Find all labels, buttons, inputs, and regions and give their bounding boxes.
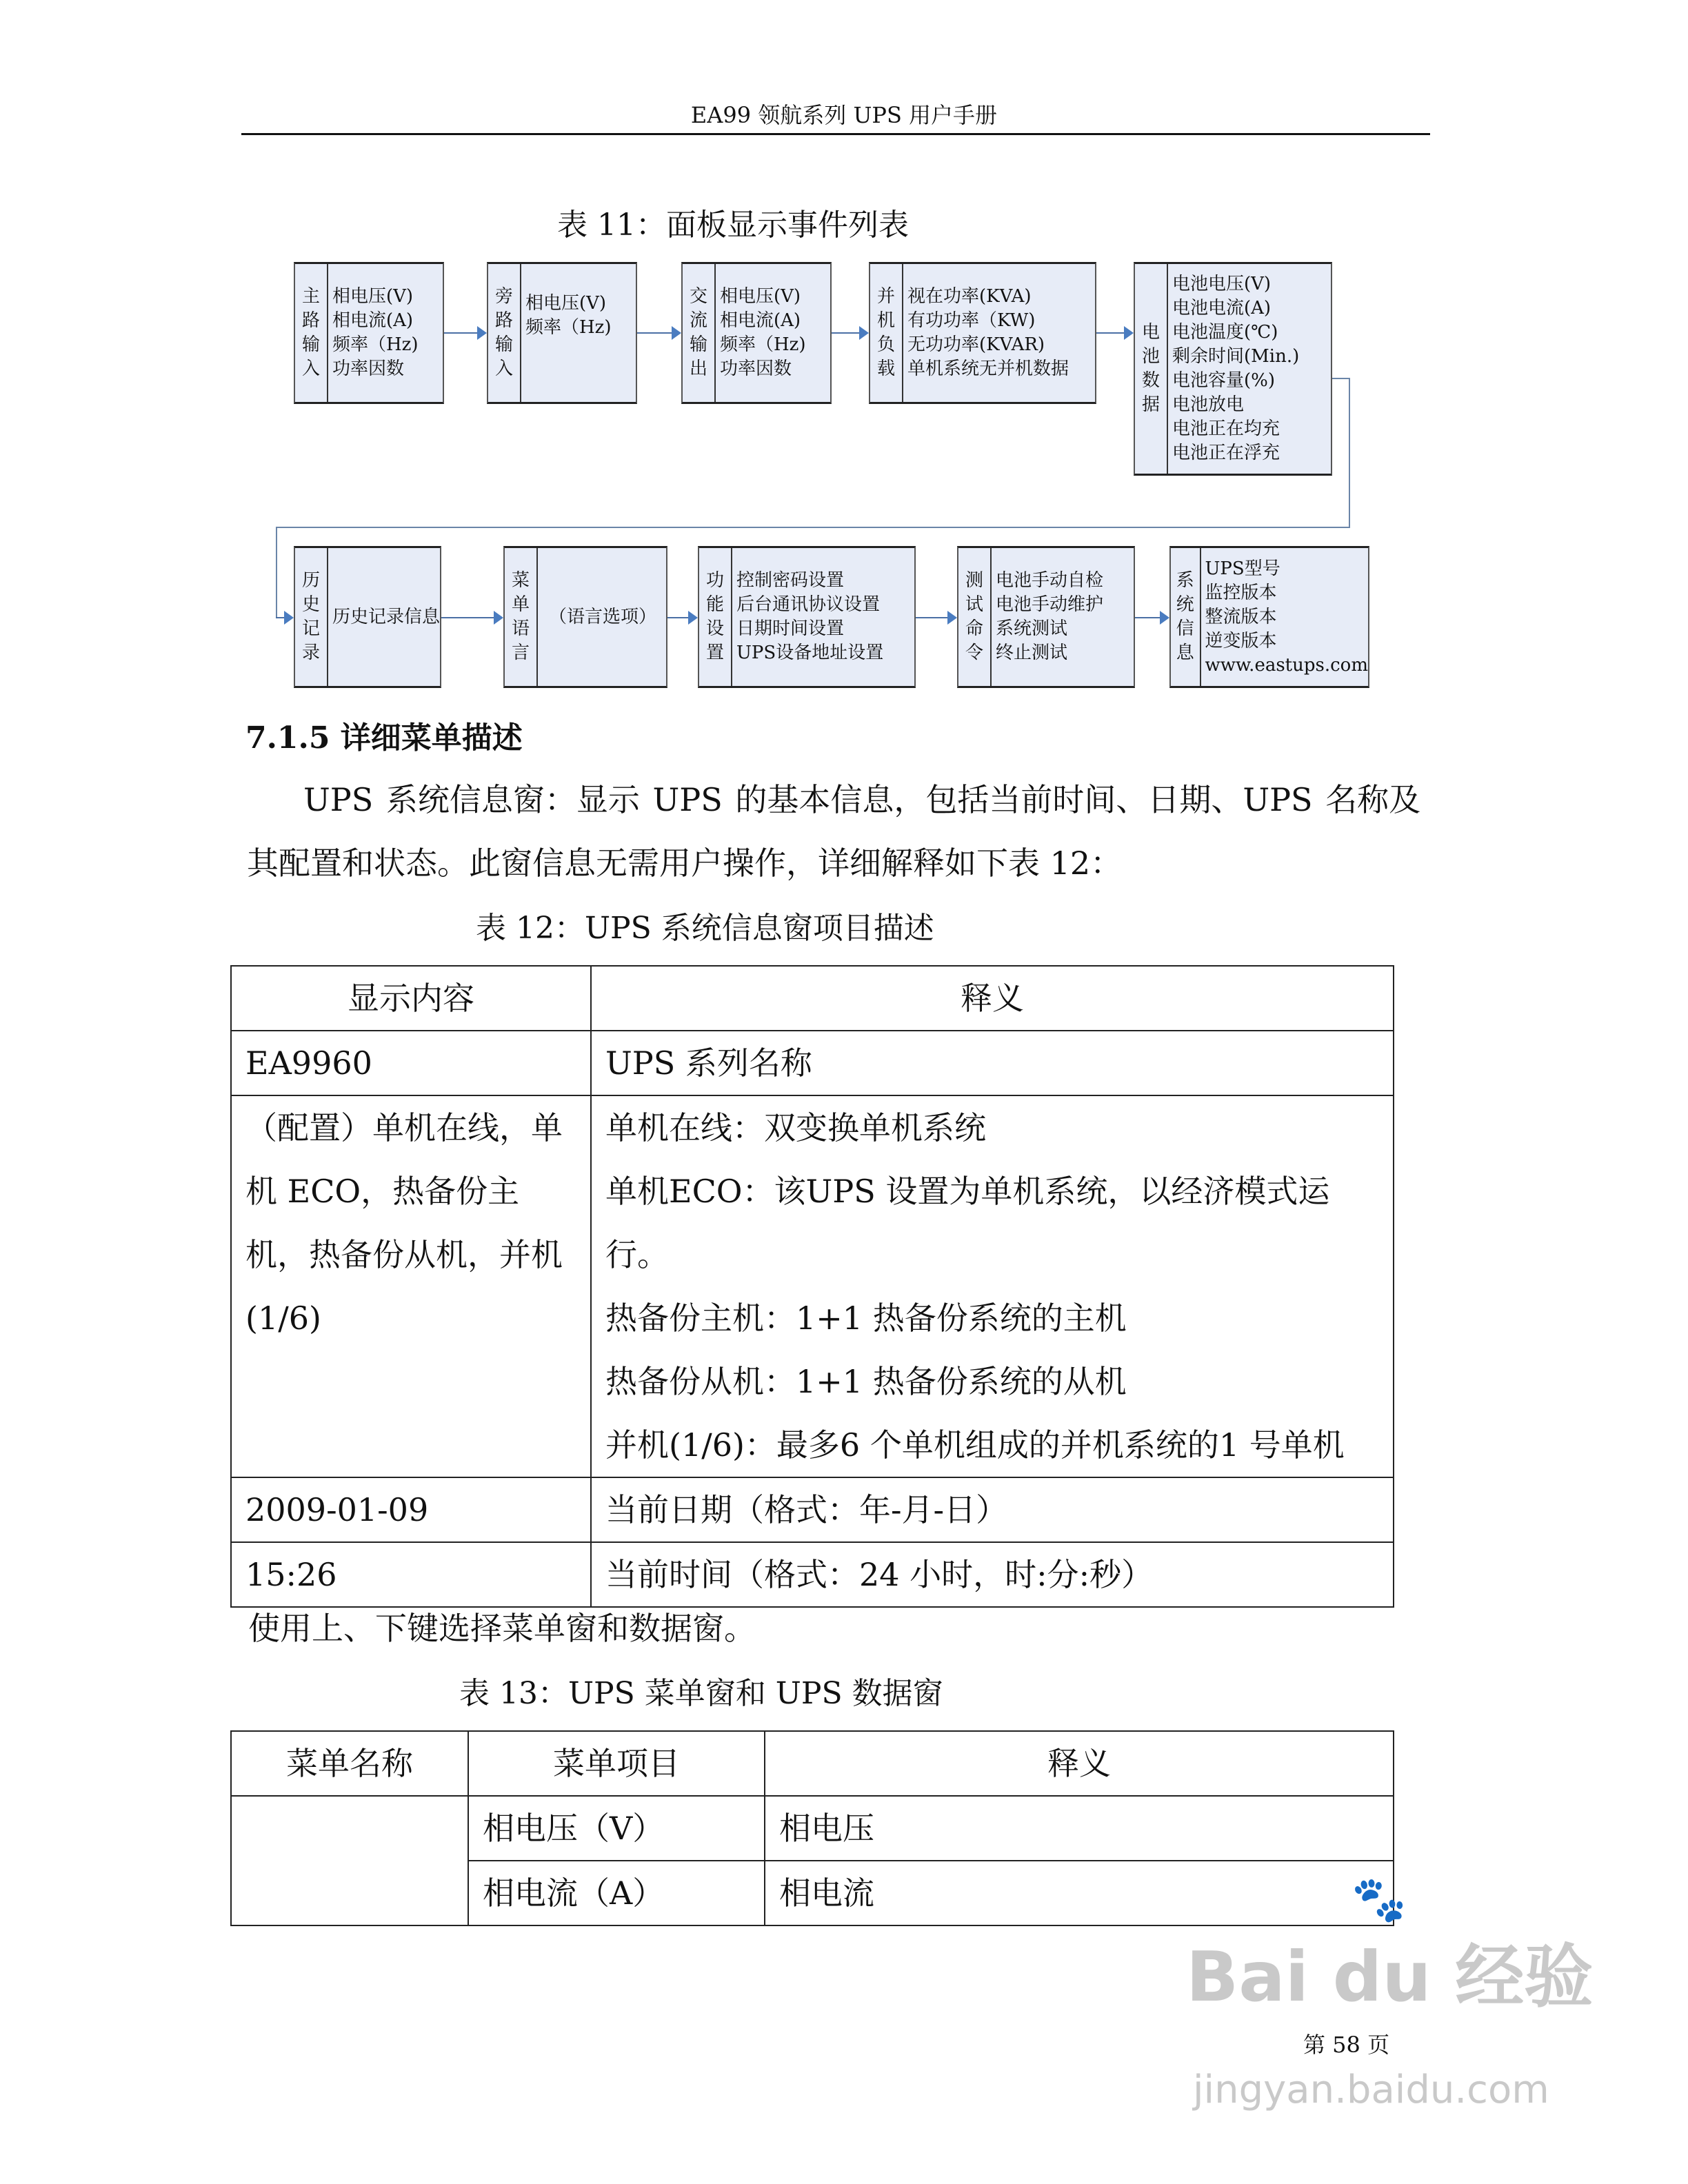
content-cell: EA9960	[231, 1031, 591, 1095]
box-item: 相电压(V)	[720, 286, 801, 307]
box-item: 控制密码设置	[736, 570, 845, 591]
box-item: 整流版本	[1205, 606, 1277, 627]
header-cell: 菜单项目	[468, 1731, 765, 1796]
box-item: 相电流(A)	[720, 310, 801, 331]
box-label-char: 单	[511, 594, 530, 615]
box-label-char: 历	[301, 570, 320, 591]
box-label-char: 输	[494, 334, 513, 355]
page-number: 第 58 页	[1303, 2032, 1390, 2058]
box-item: UPS型号	[1205, 558, 1280, 579]
table-row	[231, 1477, 1394, 1542]
box-label-char: 测	[965, 570, 983, 591]
box-label-char: 系	[1176, 570, 1194, 591]
table-header-row	[231, 1731, 1394, 1796]
box-item: 电池正在浮充	[1172, 443, 1280, 463]
meaning-line: 热备份主机：1+1 热备份系统的主机	[605, 1300, 1127, 1337]
box-label-char: 记	[301, 618, 320, 639]
table-row	[231, 1031, 1394, 1095]
arrow-icon	[276, 617, 292, 618]
arrow-icon	[916, 617, 956, 618]
flow-box-test-commands	[957, 546, 1135, 688]
box-item: 电池容量(%)	[1172, 370, 1275, 391]
box-item: 逆变版本	[1205, 630, 1277, 651]
table12-caption: 表 12：UPS 系统信息窗项目描述	[476, 911, 934, 946]
box-label-char: 数	[1141, 370, 1160, 391]
connector-line	[276, 527, 1350, 528]
watermark-url: jingyan.baidu.com	[1193, 2067, 1549, 2112]
header-cell: 菜单名称	[231, 1731, 468, 1796]
page-header: EA99 领航系列 UPS 用户手册	[690, 102, 998, 128]
flow-box-function-settings	[698, 546, 916, 688]
flow-box-system-info	[1169, 546, 1369, 688]
arrow-icon	[441, 617, 502, 618]
box-label-char: 输	[689, 334, 707, 355]
box-item: 终止测试	[996, 643, 1068, 663]
box-item: 电池放电	[1172, 394, 1245, 415]
box-item: 有功功率（KW)	[907, 310, 1036, 331]
menu-item-cell: 相电流（A）	[468, 1861, 765, 1925]
box-label-char: 入	[301, 358, 320, 379]
table-row	[231, 1542, 1394, 1607]
meaning-cell: 当前日期（格式：年-月-日）	[591, 1477, 1394, 1542]
box-label-char: 路	[494, 310, 513, 331]
meaning-line: 热备份从机：1+1 热备份系统的从机	[605, 1363, 1127, 1400]
box-label-char: 语	[511, 618, 530, 639]
box-item: 剩余时间(Min.)	[1172, 346, 1300, 367]
box-label-char: 能	[705, 594, 724, 615]
box-label-char: 试	[965, 594, 983, 615]
box-item: （语言选项）	[549, 606, 657, 627]
flow-box-bypass-input	[487, 262, 637, 404]
box-item: 电池温度(℃)	[1172, 322, 1278, 343]
box-item: 单机系统无并机数据	[907, 358, 1069, 379]
box-item: 频率（Hz)	[720, 334, 806, 355]
box-item: 电池电压(V)	[1172, 274, 1272, 294]
box-label-char: 入	[494, 358, 513, 379]
arrow-icon	[1135, 617, 1168, 618]
meaning-cell: 相电压	[765, 1796, 1394, 1861]
box-item: 电池电流(A)	[1172, 298, 1272, 318]
box-item: 电池手动维护	[996, 594, 1104, 615]
box-item: 频率（Hz)	[525, 317, 612, 338]
box-item: 系统测试	[996, 618, 1068, 639]
box-label-char: 信	[1176, 618, 1194, 639]
box-item: 无功功率(KVAR)	[907, 334, 1045, 355]
box-label-char: 流	[689, 310, 707, 331]
box-label-char: 池	[1141, 346, 1160, 367]
box-label-char: 负	[876, 334, 895, 355]
box-item: 功率因数	[332, 358, 405, 379]
box-item: 监控版本	[1205, 582, 1277, 603]
content-cell: 2009-01-09	[231, 1477, 591, 1542]
paragraph-line-1: UPS 系统信息窗：显示 UPS 的基本信息，包括当前时间、日期、UPS 名称及	[303, 781, 1421, 818]
flow-box-main-input	[294, 262, 444, 404]
box-label-char: 并	[876, 286, 895, 307]
section-heading: 7.1.5 详细菜单描述	[245, 720, 523, 756]
box-label-char: 载	[876, 358, 895, 379]
box-label-char: 统	[1176, 594, 1194, 615]
table11-caption: 表 11：面板显示事件列表	[557, 208, 909, 243]
box-label-char: 命	[965, 618, 983, 639]
box-item: 电池正在均充	[1172, 418, 1280, 439]
flow-box-menu-language	[503, 546, 667, 688]
table13-caption: 表 13：UPS 菜单窗和 UPS 数据窗	[459, 1676, 943, 1711]
instruction-text: 使用上、下键选择菜单窗和数据窗。	[248, 1610, 756, 1647]
box-item: 相电流(A)	[332, 310, 414, 331]
box-item: 历史记录信息	[332, 606, 441, 627]
box-label-char: 息	[1176, 643, 1194, 663]
connector-line	[276, 527, 277, 618]
arrow-icon	[832, 332, 867, 334]
box-item: UPS设备地址设置	[736, 643, 884, 663]
box-item: 相电压(V)	[332, 286, 414, 307]
table12	[230, 965, 1394, 1608]
flow-box-parallel-load	[869, 262, 1096, 404]
connector-line	[1332, 378, 1350, 379]
box-label-char: 路	[301, 310, 320, 331]
box-item: 视在功率(KVA)	[907, 286, 1032, 307]
box-item: 后台通讯协议设置	[736, 594, 881, 615]
meaning-cell: 相电流	[765, 1861, 1394, 1925]
meaning-line: 并机(1/6)：最多6 个单机组成的并机系统的1 号单机	[605, 1426, 1345, 1464]
watermark-brand: Bai du 经验	[1186, 1937, 1594, 2017]
table13	[230, 1730, 1394, 1926]
arrow-icon	[667, 617, 696, 618]
box-label-char: 据	[1141, 394, 1160, 415]
content-cell: 15:26	[231, 1542, 591, 1607]
header-cell: 显示内容	[231, 966, 591, 1031]
arrow-icon	[637, 332, 680, 334]
box-label-char: 交	[689, 286, 707, 307]
box-item: www.eastups.com	[1205, 654, 1368, 676]
header-cell: 释义	[591, 966, 1394, 1031]
box-label-char: 机	[876, 310, 895, 331]
meaning-cell	[591, 1095, 1394, 1477]
box-label-char: 功	[705, 570, 724, 591]
box-label-char: 出	[689, 358, 707, 379]
paragraph-line-2: 其配置和状态。此窗信息无需用户操作，详细解释如下表 12：	[247, 845, 1123, 882]
table-row	[231, 1095, 1394, 1477]
box-label-char: 言	[511, 643, 530, 663]
table-header-row	[231, 966, 1394, 1031]
header-divider	[241, 133, 1430, 135]
box-label-char: 史	[301, 594, 320, 615]
box-label-char: 电	[1141, 322, 1160, 343]
table-row	[231, 1796, 1394, 1861]
box-label-char: 置	[705, 643, 724, 663]
flow-box-battery-data	[1134, 262, 1332, 476]
box-label-char: 录	[301, 643, 320, 663]
meaning-cell: UPS 系列名称	[591, 1031, 1394, 1095]
meaning-line: 单机在线：双变换单机系统	[605, 1109, 986, 1146]
box-label-char: 令	[965, 643, 983, 663]
box-label-char: 旁	[494, 286, 513, 307]
paw-icon: 🐾	[1352, 1874, 1407, 1925]
flow-box-ac-output	[681, 262, 832, 404]
arrow-icon	[444, 332, 485, 334]
arrow-icon	[1096, 332, 1132, 334]
box-label-char: 主	[301, 286, 320, 307]
box-item: 功率因数	[720, 358, 792, 379]
box-item: 相电压(V)	[525, 293, 607, 314]
meaning-cell: 当前时间（格式：24 小时，时:分:秒）	[591, 1542, 1394, 1607]
box-item: 日期时间设置	[736, 618, 845, 639]
meaning-line: 单机ECO：该UPS 设置为单机系统，以经济模式运行。	[605, 1173, 1330, 1273]
content-cell: （配置）单机在线，单机 ECO，热备份主机，热备份从机，并机(1/6)	[231, 1095, 591, 1477]
box-label-char: 输	[301, 334, 320, 355]
connector-line	[1349, 378, 1350, 528]
menu-item-cell: 相电压（V）	[468, 1796, 765, 1861]
box-label-char: 设	[705, 618, 724, 639]
menu-name-cell	[231, 1796, 468, 1925]
header-cell: 释义	[765, 1731, 1394, 1796]
box-item: 电池手动自检	[996, 570, 1104, 591]
box-label-char: 菜	[511, 570, 530, 591]
box-item: 频率（Hz)	[332, 334, 419, 355]
flow-box-history	[294, 546, 441, 688]
